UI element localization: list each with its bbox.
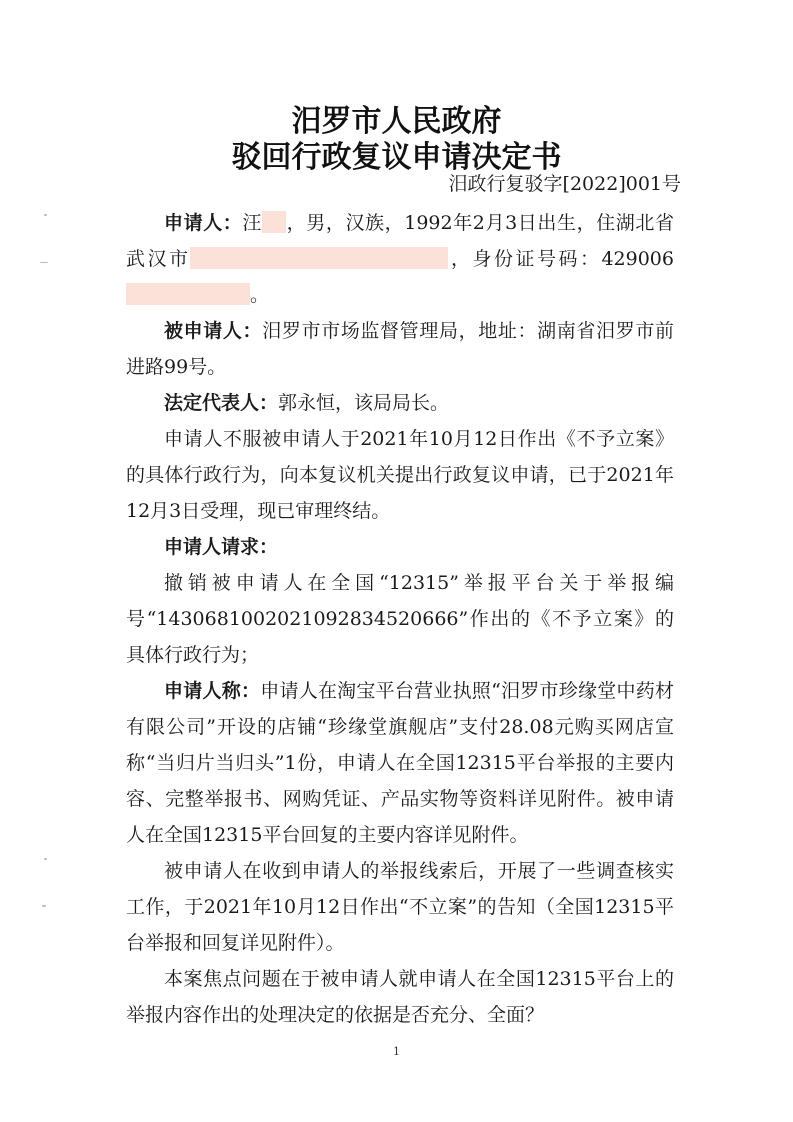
claim-paragraph <box>126 673 674 853</box>
page-number: 1 <box>393 1045 400 1058</box>
applicant-paragraph <box>126 205 674 313</box>
request-paragraph: 撤销被申请人在全国“12315”举报平台关于举报编号“1430681002021092834520666”作出的《不予立案》的具体行政行为； <box>126 572 674 666</box>
applicant-details: ，男，汉族，1992年2月3日出生，住湖北省武汉市 <box>126 212 674 270</box>
request-heading: 申请人请求： <box>164 536 279 558</box>
document-number: 汨政行复驳字[2022]001号 <box>448 173 681 195</box>
legal-rep-text: 郭永恒，该局局长。 <box>278 392 450 414</box>
applicant-label: 申请人： <box>164 212 243 234</box>
applicant-id-label: ，身份证号码： <box>448 248 602 270</box>
redaction-name <box>262 211 286 233</box>
scan-speck <box>40 262 48 263</box>
scan-speck <box>42 905 46 907</box>
applicant-name: 汪 <box>242 212 263 234</box>
scan-speck <box>44 214 47 216</box>
respondent-paragraph <box>126 313 674 385</box>
intro-paragraph: 申请人不服被申请人于2021年10月12日作出《不予立案》的具体行政行为，向本复议机关提出行政复议申请，已于2021年12月3日受理，现已审理终结。 <box>126 428 674 522</box>
applicant-id-prefix: 429006 <box>601 248 674 270</box>
redaction-id <box>126 283 250 305</box>
redaction-address <box>190 247 448 269</box>
investigation-paragraph: 被申请人在收到申请人的举报线索后，开展了一些调查核实工作，于2021年10月12日作出“不立案”的告知（全国12315平台举报和回复详见附件）。 <box>126 860 674 954</box>
respondent-label: 被申请人： <box>164 320 263 342</box>
applicant-end: 。 <box>250 284 270 306</box>
respondent-text: 汨罗市市场监督管理局，地址：湖南省汨罗市前进路99号。 <box>126 320 674 378</box>
claim-label: 申请人称： <box>164 680 261 702</box>
legal-rep-label: 法定代表人： <box>164 392 279 414</box>
scan-speck <box>44 858 47 860</box>
focus-paragraph: 本案焦点问题在于被申请人就申请人在全国12315平台上的举报内容作出的处理决定的依据是否充分、全面？ <box>126 968 674 1026</box>
page-title-line-1: 汨罗市人民政府 <box>291 104 502 139</box>
page-title-line-2: 驳回行政复议申请决定书 <box>231 140 562 175</box>
claim-text: 申请人在淘宝平台营业执照“汨罗市珍缘堂中药材有限公司”开设的店铺“珍缘堂旗舰店”支付28.08元购买网店宣称“当归片当归头”1份，申请人在全国12315平台举报的主要内容、完整举报书、网购凭证、产品实物等资料详见附件。被申请人在全国12315平台回复的主要内容详见附件。 <box>126 680 674 846</box>
legal-rep-paragraph <box>126 385 674 421</box>
